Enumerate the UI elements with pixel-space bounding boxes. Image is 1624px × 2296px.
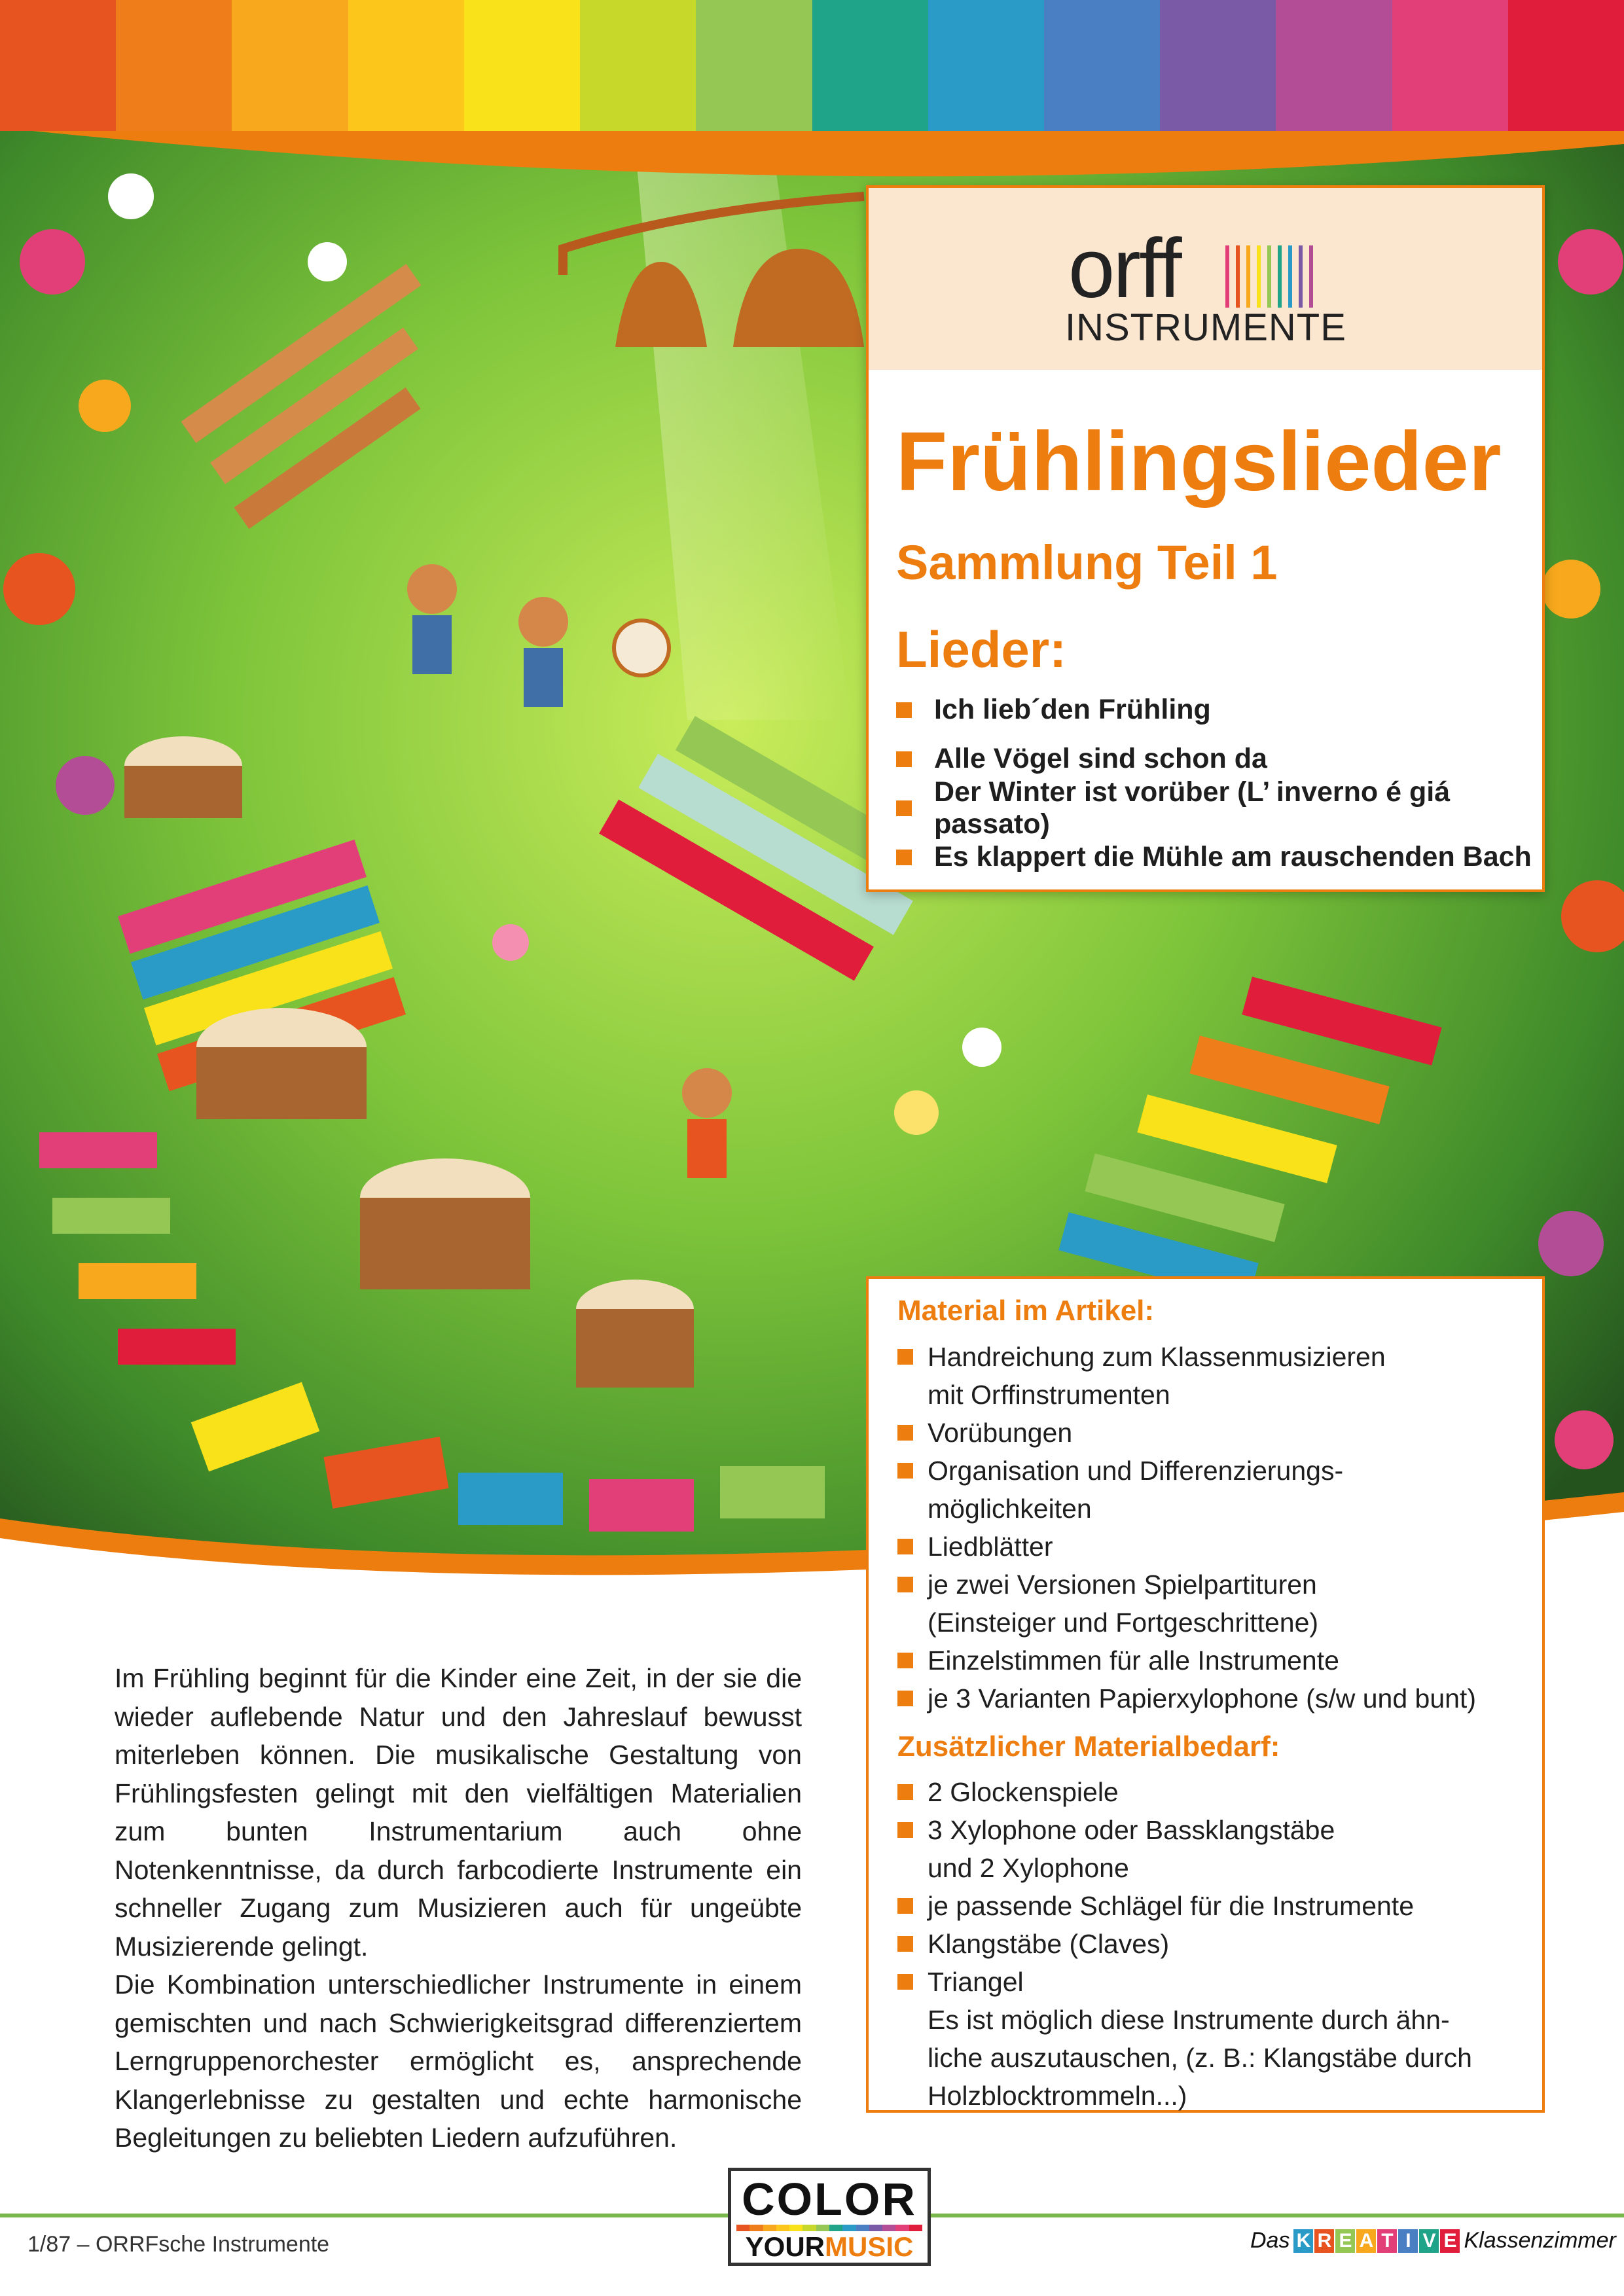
- rainbow-stripes: [0, 0, 1624, 131]
- cover-card: [866, 185, 1545, 892]
- extra-material-item: je passende Schlägel für die Instrumente: [897, 1887, 1472, 1925]
- logo-kreative-letter: K: [1293, 2229, 1313, 2253]
- material-card: [866, 1276, 1545, 2113]
- extra-material-list: [897, 1773, 1472, 2115]
- rainbow-stripe: [348, 0, 464, 131]
- logo-klassenzimmer-text: Klassenzimmer: [1464, 2228, 1616, 2253]
- bullet-square-icon: [897, 1898, 913, 1914]
- bullet-square-icon: [897, 1822, 913, 1838]
- page-number: 1/87 – ORRFsche Instrumente: [27, 2232, 330, 2257]
- bullet-square-icon: [897, 1936, 913, 1952]
- logo-bar: [1257, 245, 1261, 308]
- material-heading: Material im Artikel:: [897, 1295, 1155, 1327]
- bullet-square-icon: [896, 850, 912, 865]
- rainbow-stripe: [464, 0, 580, 131]
- logo-rainbow-segment: [842, 2225, 856, 2231]
- kreative-klassenzimmer-logo: [1250, 2228, 1616, 2253]
- bullet-square-icon: [896, 702, 912, 718]
- extra-material-item: 3 Xylophone oder Bassklangstäbe und 2 Xylophone: [897, 1811, 1472, 1887]
- logo-rainbow-segment: [816, 2225, 829, 2231]
- logo-kreative-letter: I: [1398, 2229, 1418, 2253]
- bullet-square-icon: [896, 751, 912, 767]
- logo-rainbow-segment: [789, 2225, 803, 2231]
- logo-bar: [1246, 245, 1250, 308]
- intro-paragraph: Im Frühling beginnt für die Kinder eine Zeit, in der sie die wieder auflebende Natur und den Jahreslauf bewusst miterleben können. Die musikalische Gestaltung von Frühlingsfesten gelingt mit den vielfältigen Materialien zum bunten Instrumentarium auch ohne Notenkenntnisse, da durch farbcodierte Instrumente ein schneller Zugang zum Musizieren auch für ungeübte Musizierende gelingt.: [115, 1663, 802, 1962]
- logo-kreative-letter: E: [1335, 2229, 1355, 2253]
- rainbow-stripe: [928, 0, 1044, 131]
- page-title: Frühlingslieder: [896, 415, 1502, 509]
- logo-bar: [1267, 245, 1271, 308]
- extra-material-item: 2 Glockenspiele: [897, 1773, 1472, 1811]
- logo-subline: INSTRUMENTE: [1065, 306, 1346, 349]
- material-item: Liedblätter: [897, 1528, 1476, 1566]
- logo-kreative-letter: A: [1356, 2229, 1376, 2253]
- logo-kreative-letters: [1293, 2229, 1460, 2253]
- logo-kreative-letter: V: [1419, 2229, 1439, 2253]
- logo-rainbow-segment: [736, 2225, 749, 2231]
- bullet-square-icon: [897, 1577, 913, 1592]
- logo-rainbow-segment: [882, 2225, 895, 2231]
- logo-rainbow-segment: [895, 2225, 909, 2231]
- song-item: [896, 776, 1542, 840]
- material-list: [897, 1338, 1476, 1717]
- bullet-square-icon: [897, 1784, 913, 1800]
- material-item: je zwei Versionen Spielpartituren (Einsteiger und Fortgeschrittene): [897, 1566, 1476, 1641]
- rainbow-stripe: [580, 0, 696, 131]
- rainbow-stripe: [232, 0, 348, 131]
- bullet-square-icon: [896, 800, 912, 816]
- logo-rainbow-segment: [803, 2225, 816, 2231]
- material-item: Einzelstimmen für alle Instrumente: [897, 1641, 1476, 1679]
- rainbow-stripe: [1276, 0, 1392, 131]
- logo-bar: [1236, 245, 1240, 308]
- logo-bar: [1299, 245, 1303, 308]
- song-title: Ich lieb´den Frühling: [934, 694, 1211, 725]
- rainbow-stripe: [1160, 0, 1276, 131]
- extra-material-heading: Zusätzlicher Materialbedarf:: [897, 1731, 1280, 1763]
- extra-material-item: Triangel Es ist möglich diese Instrumente durch ähn- liche auszutauschen, (z. B.: Klangstäbe durch Holzblocktrommeln...): [897, 1963, 1472, 2115]
- songs-heading: Lieder:: [896, 620, 1067, 678]
- logo-rainbow-segment: [869, 2225, 882, 2231]
- logo-rainbow-segment: [909, 2225, 922, 2231]
- logo-kreative-letter: R: [1314, 2229, 1334, 2253]
- logo-wordmark: orff: [1068, 222, 1180, 315]
- logo-kreative-letter: E: [1440, 2229, 1460, 2253]
- logo-kreative-letter: T: [1377, 2229, 1397, 2253]
- logo-color-text: COLOR: [742, 2174, 917, 2225]
- logo-rainbow-segment: [763, 2225, 776, 2231]
- page-subtitle: Sammlung Teil 1: [896, 535, 1278, 590]
- orff-logo: [869, 188, 1542, 370]
- extra-material-item: Klangstäbe (Claves): [897, 1925, 1472, 1963]
- material-item: Organisation und Differenzierungs- möglichkeiten: [897, 1452, 1476, 1528]
- material-item: Vorübungen: [897, 1414, 1476, 1452]
- bullet-square-icon: [897, 1463, 913, 1479]
- song-title: Es klappert die Mühle am rauschenden Bach: [934, 841, 1532, 872]
- material-item: Handreichung zum Klassenmusizieren mit Orffinstrumenten: [897, 1338, 1476, 1414]
- bullet-square-icon: [897, 1349, 913, 1365]
- song-title: Der Winter ist vorüber (L’ inverno é giá passato): [934, 776, 1451, 840]
- logo-bar: [1309, 245, 1313, 308]
- logo-rainbow-segment: [776, 2225, 789, 2231]
- logo-rainbow-segment: [829, 2225, 842, 2231]
- logo-yourmusic-text: YOURMUSIC: [745, 2231, 914, 2262]
- intro-text: [115, 1659, 802, 2157]
- rainbow-stripe: [1508, 0, 1624, 131]
- bullet-square-icon: [897, 1653, 913, 1668]
- logo-rainbow-segment: [749, 2225, 763, 2231]
- song-item: [896, 685, 1542, 734]
- logo-bar: [1288, 245, 1292, 308]
- rainbow-stripe: [116, 0, 232, 131]
- logo-rainbow: [736, 2225, 922, 2231]
- bullet-square-icon: [897, 1425, 913, 1441]
- intro-paragraph: Die Kombination unterschiedlicher Instrumente in einem gemischten und nach Schwierigkeitsgrad differenziertem Lerngruppenorchester ermöglicht es, ansprechende Klangerlebnisse zu gestalten und echte harmonische Begleitungen zu beliebten Liedern aufzuführen.: [115, 1969, 802, 2153]
- logo-das-text: Das: [1250, 2228, 1290, 2253]
- logo-bar: [1278, 245, 1282, 308]
- logo-bar: [1225, 245, 1229, 308]
- material-item: je 3 Varianten Papierxylophone (s/w und bunt): [897, 1679, 1476, 1717]
- logo-rainbow-segment: [856, 2225, 869, 2231]
- song-list: [896, 685, 1542, 882]
- bullet-square-icon: [897, 1539, 913, 1554]
- rainbow-stripe: [1392, 0, 1508, 131]
- rainbow-stripe: [0, 0, 116, 131]
- bullet-square-icon: [897, 1974, 913, 1990]
- logo-color-bars: [1225, 245, 1313, 308]
- rainbow-stripe: [1044, 0, 1160, 131]
- bullet-square-icon: [897, 1691, 913, 1706]
- rainbow-stripe: [812, 0, 928, 131]
- color-your-music-logo: [728, 2168, 931, 2266]
- rainbow-stripe: [696, 0, 812, 131]
- song-title: Alle Vögel sind schon da: [934, 743, 1267, 774]
